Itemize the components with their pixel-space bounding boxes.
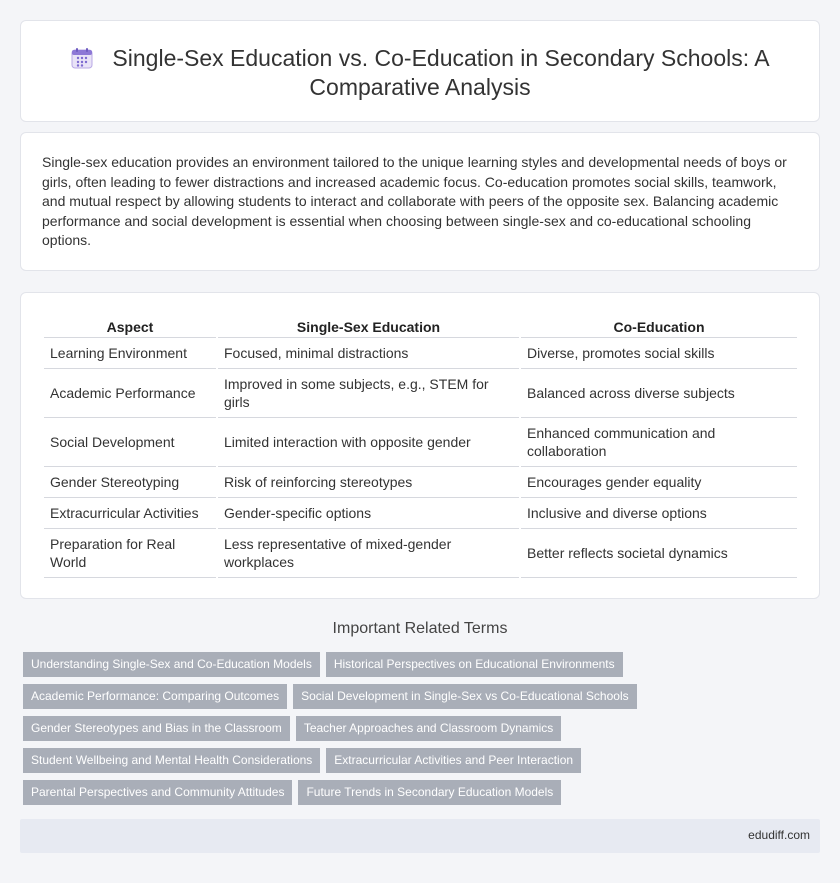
header-single-sex: Single-Sex Education	[218, 316, 519, 338]
related-term-tag[interactable]: Historical Perspectives on Educational Environments	[326, 652, 623, 677]
related-term-tag[interactable]: Academic Performance: Comparing Outcomes	[23, 684, 287, 709]
cell-single-sex: Risk of reinforcing stereotypes	[218, 467, 519, 498]
cell-aspect: Gender Stereotyping	[44, 467, 216, 498]
related-tags-row	[23, 652, 629, 677]
footer-site-link[interactable]: edudiff.com	[748, 828, 810, 842]
related-terms-heading: Important Related Terms	[332, 620, 508, 637]
cell-aspect: Learning Environment	[44, 338, 216, 369]
comparison-table-card	[20, 292, 820, 599]
cell-co-education: Better reflects societal dynamics	[521, 529, 797, 578]
related-term-tag[interactable]: Student Wellbeing and Mental Health Considerations	[23, 748, 320, 773]
table-row	[44, 529, 797, 578]
cell-co-education: Inclusive and diverse options	[521, 498, 797, 529]
comparison-table	[42, 316, 799, 578]
related-term-tag[interactable]: Extracurricular Activities and Peer Interaction	[326, 748, 581, 773]
related-term-tag[interactable]: Future Trends in Secondary Education Models	[298, 780, 561, 805]
header-aspect: Aspect	[44, 316, 216, 338]
related-term-tag[interactable]: Parental Perspectives and Community Attitudes	[23, 780, 292, 805]
intro-text: Single-sex education provides an environment tailored to the unique learning styles and developmental needs of boys or girls, often leading to fewer distractions and increased academic focus. Co-education promotes social skills, teamwork, and mutual respect by allowing students to interact and collaborate with peers of the opposite sex. Balancing academic performance and social development is essential when choosing between single-sex and co-educational schooling options.	[42, 154, 787, 249]
related-tags-row	[23, 780, 567, 805]
cell-single-sex: Less representative of mixed-gender workplaces	[218, 529, 519, 578]
cell-co-education: Balanced across diverse subjects	[521, 369, 797, 418]
cell-single-sex: Focused, minimal distractions	[218, 338, 519, 369]
related-tags-row	[23, 716, 567, 741]
cell-co-education: Enhanced communication and collaboration	[521, 418, 797, 467]
related-tags-row	[23, 684, 643, 709]
cell-aspect: Extracurricular Activities	[44, 498, 216, 529]
related-term-tag[interactable]: Teacher Approaches and Classroom Dynamics	[296, 716, 561, 741]
related-term-tag[interactable]: Social Development in Single-Sex vs Co-Educational Schools	[293, 684, 637, 709]
cell-aspect: Preparation for Real World	[44, 529, 216, 578]
cell-single-sex: Improved in some subjects, e.g., STEM for girls	[218, 369, 519, 418]
table-row	[44, 418, 797, 467]
cell-single-sex: Gender-specific options	[218, 498, 519, 529]
related-term-tag[interactable]: Gender Stereotypes and Bias in the Classroom	[23, 716, 290, 741]
table-row	[44, 369, 797, 418]
related-term-tag[interactable]: Understanding Single-Sex and Co-Education Models	[23, 652, 320, 677]
cell-single-sex: Limited interaction with opposite gender	[218, 418, 519, 467]
cell-aspect: Social Development	[44, 418, 216, 467]
related-tags-row	[23, 748, 587, 773]
calendar-icon	[70, 46, 94, 70]
table-row	[44, 338, 797, 369]
title-wrap	[61, 44, 779, 102]
cell-co-education: Diverse, promotes social skills	[521, 338, 797, 369]
cell-aspect: Academic Performance	[44, 369, 216, 418]
table-header-row	[44, 316, 797, 338]
table-row	[44, 498, 797, 529]
cell-co-education: Encourages gender equality	[521, 467, 797, 498]
footer	[20, 819, 820, 853]
page-title: Single-Sex Education vs. Co-Education in Secondary Schools: A Comparative Analysis	[112, 45, 770, 100]
header-co-education: Co-Education	[521, 316, 797, 338]
table-row	[44, 467, 797, 498]
intro-card	[20, 132, 820, 271]
header-card	[20, 20, 820, 122]
